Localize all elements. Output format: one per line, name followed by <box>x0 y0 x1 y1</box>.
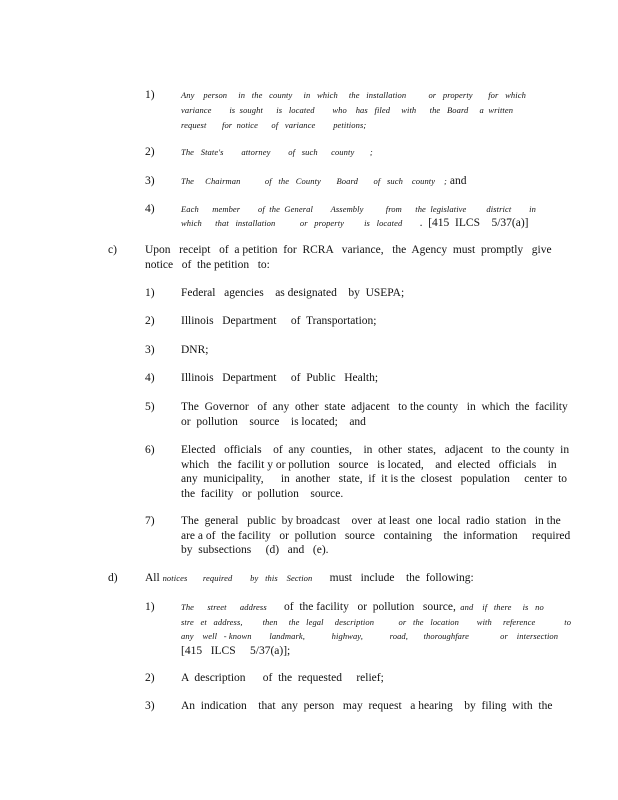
section-line <box>145 260 270 272</box>
text-run: are a of the facility or pollution source containing the information required <box>181 529 571 542</box>
list-item-line <box>181 204 536 216</box>
list-item-number: 1) <box>145 601 155 613</box>
text-run: The general public by broadcast over at least one local radio station in the <box>181 515 561 527</box>
text-run: notices required by this Section <box>162 573 313 583</box>
text-run: any municipality, in another state, if it is the closest population center to <box>181 473 568 485</box>
list-item-number: 6) <box>145 444 155 456</box>
list-item-number: 7) <box>145 515 155 527</box>
list-item-line <box>181 545 329 557</box>
text-run: by subsections (d) and (e). <box>181 544 329 556</box>
list-item-number: 2) <box>145 146 155 158</box>
list-item-line <box>181 417 366 429</box>
section-letter: d) <box>108 572 118 584</box>
list-item-line <box>181 531 570 543</box>
list-item-line <box>181 105 513 117</box>
list-item-line <box>181 602 544 614</box>
list-item-line <box>181 345 208 357</box>
text-run: stre et address, then the legal description or the location with reference to <box>181 616 572 627</box>
text-run: Any person in the county in which the installation or property for which <box>181 90 526 100</box>
list-item-line <box>181 147 373 159</box>
list-item-line <box>181 373 378 385</box>
list-item-line <box>181 316 376 328</box>
list-item-line <box>181 646 290 658</box>
list-item-line <box>181 516 561 528</box>
text-run: A description of the requested relief; <box>181 672 384 684</box>
list-item-number: 1) <box>145 89 155 101</box>
list-item-number: 4) <box>145 372 155 384</box>
list-item-line <box>181 288 404 300</box>
list-item-line <box>181 617 571 629</box>
list-item-number: 5) <box>145 401 155 413</box>
text-run: notice of the petition to: <box>145 259 270 271</box>
list-item-number: 3) <box>145 175 155 187</box>
section-line <box>145 245 552 257</box>
section-line <box>145 573 474 585</box>
list-item-line <box>181 701 552 713</box>
list-item-line <box>181 218 529 230</box>
list-item-number: 4) <box>145 203 155 215</box>
text-run: request for notice of variance petitions; <box>181 120 367 130</box>
text-run: An indication that any person may request a hearing by filing with the <box>181 700 553 712</box>
text-run: Elected officials of any counties, in other states, adjacent to the county in <box>181 444 570 456</box>
text-run: Illinois Department of Public Health; <box>181 372 379 384</box>
list-item-line <box>181 631 558 643</box>
list-item-line <box>181 445 569 457</box>
text-run: and if there is no <box>455 602 544 612</box>
text-run: which the facilit y or pollution source is located, and elected officials in <box>181 458 557 471</box>
text-run: the facility or pollution source. <box>181 487 344 500</box>
list-item-number: 1) <box>145 287 155 299</box>
list-item-number: 2) <box>145 672 155 684</box>
text-run: of the facility or pollution source, <box>266 601 456 613</box>
list-item-line <box>181 402 568 414</box>
text-run: . [415 ILCS 5/37(a)] <box>402 217 529 229</box>
list-item-line <box>181 474 567 486</box>
text-run: and <box>446 175 467 187</box>
text-run: DNR; <box>181 344 209 356</box>
text-run: Upon receipt of a petition for RCRA variance, the Agency must promptly give <box>145 244 552 256</box>
text-run: [415 ILCS 5/37(a)]; <box>181 644 291 657</box>
list-item-line <box>181 460 557 472</box>
list-item-line <box>181 90 526 102</box>
section-letter: c) <box>108 244 117 256</box>
text-run: must include the following: <box>312 572 474 584</box>
list-item-number: 2) <box>145 315 155 327</box>
list-item-line <box>181 176 466 188</box>
text-run: any well - known landmark, highway, road, thoroughfare or intersection <box>181 631 559 641</box>
list-item-number: 3) <box>145 700 155 712</box>
list-item-line <box>181 489 343 501</box>
text-run: which that installation or property is located <box>181 218 403 228</box>
text-run: Each member of the General Assembly from the legislative district in <box>181 204 536 214</box>
list-item-line <box>181 120 366 132</box>
list-item-line <box>181 673 384 685</box>
text-run: Federal agencies as designated by USEPA; <box>181 287 405 299</box>
text-run: All <box>145 572 163 584</box>
text-run: The Governor of any other state adjacent to the county in which the facility <box>181 401 568 413</box>
text-run: The street address <box>181 602 267 612</box>
text-run: The State's attorney of such county ; <box>181 147 373 157</box>
list-item-number: 3) <box>145 344 155 356</box>
text-run: or pollution source is located; and <box>181 416 366 428</box>
text-run: The Chairman of the County Board of such county ; <box>181 176 447 186</box>
text-run: variance is sought is located who has filed with the Board a written <box>181 105 514 115</box>
text-run: Illinois Department of Transportation; <box>181 315 377 327</box>
